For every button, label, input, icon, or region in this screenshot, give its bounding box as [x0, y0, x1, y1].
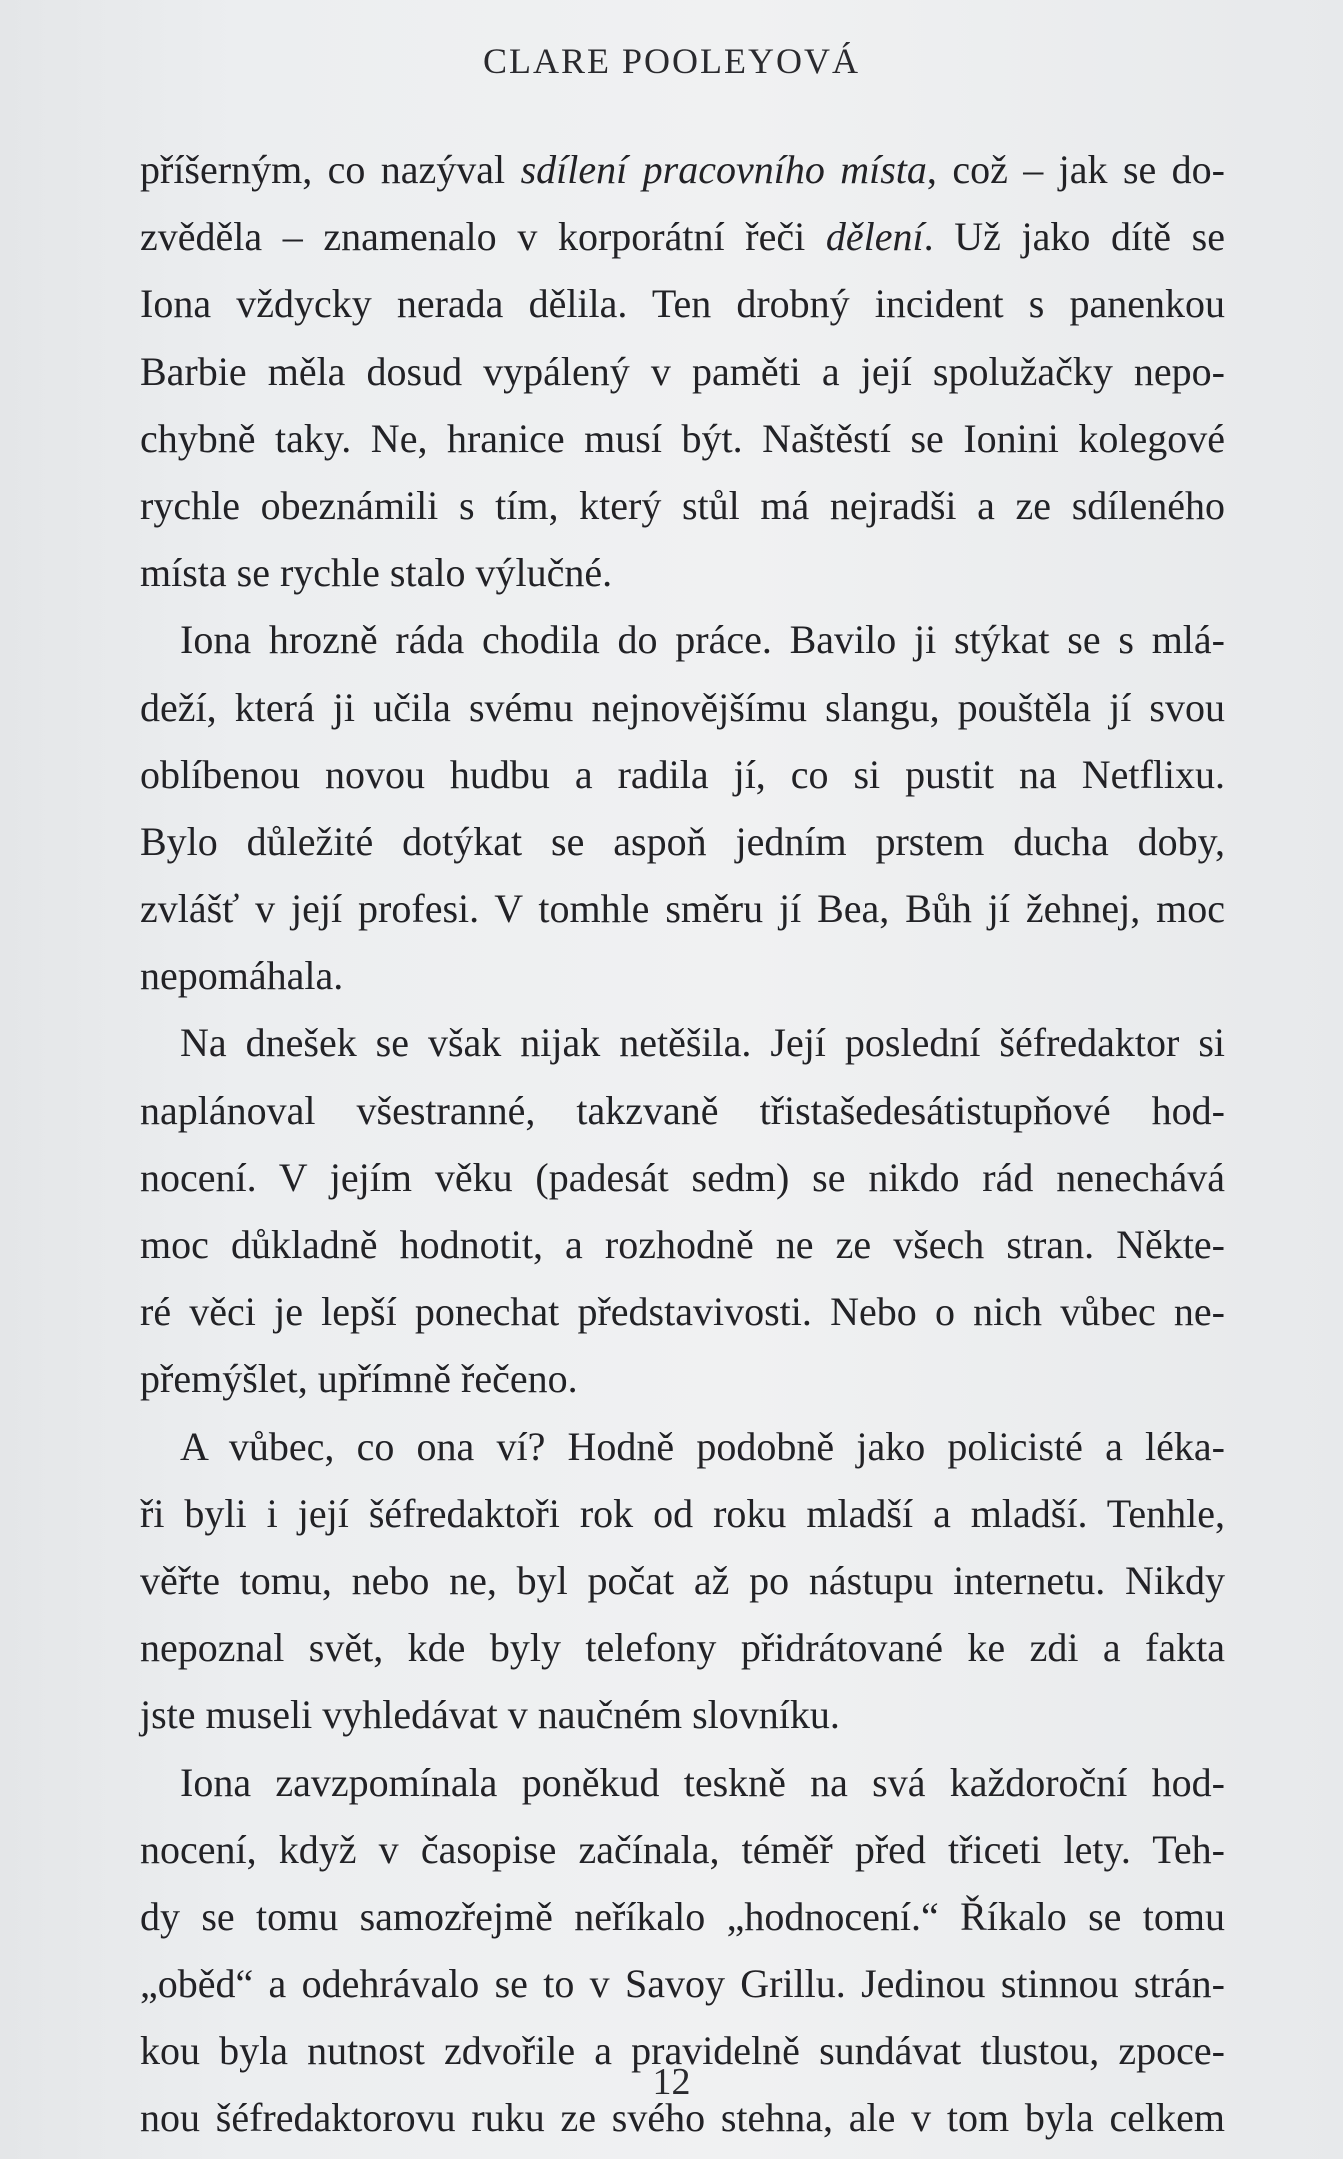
- text-line: nepomáhala.: [140, 953, 344, 999]
- paragraph: [140, 606, 1225, 1009]
- text-line: nou šéfredaktorovu ruku ze svého stehna, ale v tom byla celkem: [140, 2095, 1225, 2141]
- text-line: jste museli vyhledávat v naučném slovníku.: [140, 1692, 840, 1738]
- italic-phrase: sdílení pracovního místa: [520, 147, 927, 192]
- text-line: Iona hrozně ráda chodila do práce. Bavilo ji stýkat se s mlá-: [180, 617, 1225, 663]
- text-line: nocení. V jejím věku (padesát sedm) se nikdo rád nenechává: [140, 1154, 1225, 1200]
- paragraph: [140, 1413, 1225, 1749]
- text-line: nepoznal svět, kde byly telefony přidrátované ke zdi a fakta: [140, 1625, 1225, 1671]
- page-number: 12: [652, 2061, 691, 2103]
- text-line: ré věci je lepší ponechat představivosti. Nebo o nich vůbec ne-: [140, 1289, 1225, 1335]
- text-line: ři byli i její šéfredaktoři rok od roku mladší a mladší. Tenhle,: [140, 1490, 1225, 1536]
- text-line: věřte tomu, nebo ne, byl počat až po nástupu internetu. Nikdy: [140, 1557, 1225, 1603]
- body-text: [140, 136, 1225, 2152]
- text-line: kou byla nutnost zdvořile a pravidelně sundávat tlustou, zpoce-: [140, 2028, 1225, 2074]
- text-line: nocení, když v časopise začínala, téměř před třiceti lety. Teh-: [140, 1826, 1225, 1872]
- text-line: dy se tomu samozřejmě neříkalo „hodnocení.“ Říkalo se tomu: [140, 1893, 1225, 1939]
- text-line: zvěděla – znamenalo v korporátní řeči dělení. Už jako dítě se: [140, 214, 1225, 260]
- text-line: příšerným, co nazýval sdílení pracovního místa, což – jak se do-: [140, 147, 1226, 192]
- text-line: moc důkladně hodnotit, a rozhodně ne ze všech stran. Někte-: [140, 1222, 1225, 1267]
- text-line: rychle obeznámili s tím, který stůl má nejradši a ze sdíleného: [140, 482, 1225, 528]
- text-line: Na dnešek se však nijak netěšila. Její poslední šéfredaktor si: [180, 1020, 1225, 1066]
- text-line: místa se rychle stalo výlučné.: [140, 550, 613, 596]
- paragraph: [140, 1009, 1225, 1412]
- running-head: CLARE POOLEYOVÁ: [483, 41, 860, 81]
- text-line: zvlášť v její profesi. V tomhle směru jí Bea, Bůh jí žehnej, moc: [140, 886, 1225, 932]
- text-line: deží, která ji učila svému nejnovějšímu slangu, pouštěla jí svou: [140, 684, 1225, 730]
- text-line: oblíbenou novou hudbu a radila jí, co si pustit na Netflixu.: [140, 751, 1225, 797]
- text-line: Bylo důležité dotýkat se aspoň jedním prstem ducha doby,: [140, 818, 1225, 864]
- text-line: Iona zavzpomínala poněkud teskně na svá každoroční hod-: [180, 1759, 1225, 1805]
- text-line: přemýšlet, upřímně řečeno.: [140, 1356, 578, 1402]
- text-line: A vůbec, co ona ví? Hodně podobně jako policisté a léka-: [180, 1423, 1225, 1469]
- text-line: Iona vždycky nerada dělila. Ten drobný incident s panenkou: [140, 281, 1225, 327]
- text-line: chybně taky. Ne, hranice musí být. Naštěstí se Ionini kolegové: [140, 415, 1225, 461]
- paragraph: [140, 136, 1225, 606]
- text-line: „oběd“ a odehrávalo se to v Savoy Grillu. Jedinou stinnou strán-: [140, 1961, 1225, 2007]
- text-line: naplánoval všestranné, takzvaně třistašedesátistupňové hod-: [140, 1087, 1225, 1133]
- italic-phrase: dělení: [825, 214, 924, 260]
- text-line: Barbie měla dosud vypálený v paměti a její spolužačky nepo-: [140, 348, 1225, 394]
